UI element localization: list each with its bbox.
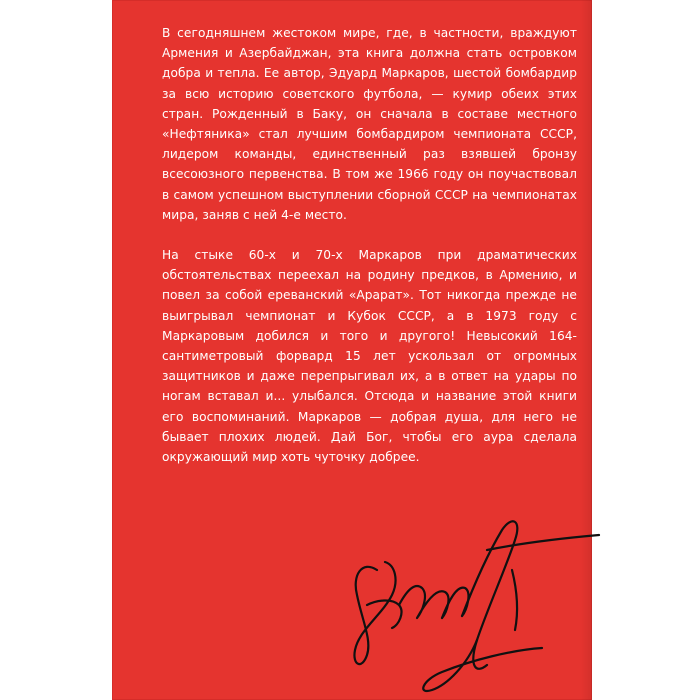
blurb-paragraph-1: В сегодняшнем жестоком мире, где, в частности, враждуют Армения и Азербайджан, эта книга должна стать островком добра и тепла. Ее автор, Эдуард Маркаров, шестой бомбардир за всю историю советского футбола, — кумир обеих этих стран. Рожденный в Баку, он сначала в составе местного «Нефтяника» стал лучшим бомбардиром чемпионата СССР, лидером команды, единственный раз взявшей бронзу всесоюзного первенства. В том же 1966 году он поучаствовал в самом успешном выступлении сборной СССР на чемпионатах мира, заняв с ней 4-е место.: [162, 26, 577, 222]
blurb-paragraph-2: На стыке 60-х и 70-х Маркаров при драматических обстоятельствах переехал на родину предков, в Армению, и повел за собой ереванский «Арарат». Тот никогда прежде не выигрывал чемпионат и Кубок СССР, а в 1973 году с Маркаровым добился и того и другого! Невысокий 164-сантиметровый форвард 15 лет ускользал от огромных защитников и даже перепрыгивал их, а в ответ на удары по ногам вставал и... улыбался. Отсюда и название этой книги его воспоминаний. Маркаров — добрая душа, для него не бывает плохих людей. Дай Бог, чтобы его аура сделала окружающий мир хоть чуточку добрее.: [162, 248, 577, 465]
blurb-text: [162, 23, 577, 467]
author-signature-icon: [337, 500, 607, 700]
book-back-cover: [112, 0, 592, 700]
